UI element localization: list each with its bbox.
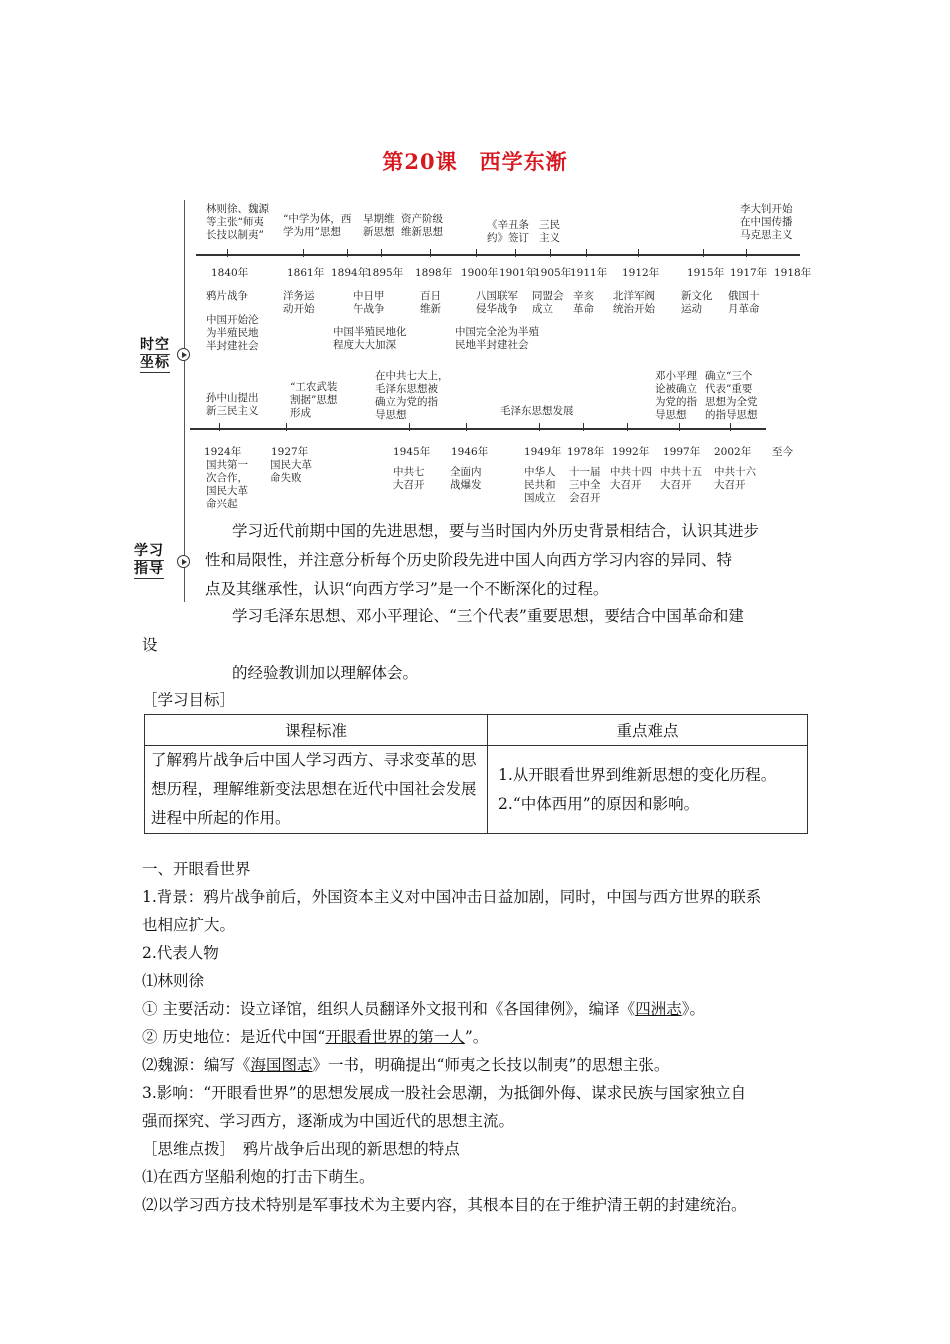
- underlined-term: 海国图志: [250, 1056, 313, 1074]
- timeline2-year: 2002年: [714, 446, 752, 458]
- play-icon: [177, 555, 190, 568]
- timeline2-tick: [539, 423, 540, 431]
- text-span: ”。: [464, 1028, 489, 1046]
- guide-line: 性和局限性，并注意分析每个历史阶段先进中国人向西方学习内容的异同、特: [205, 551, 733, 569]
- timeline2-top-event: 毛泽东思想发展: [500, 405, 574, 417]
- timeline2-top-event: 邓小平理 论被确立 为党的指 导思想: [655, 370, 697, 421]
- timeline2-year: 1946年: [451, 446, 489, 458]
- goals-header-standard: 课程标准: [145, 715, 488, 746]
- timeline1-year: 1917年: [730, 267, 768, 279]
- underlined-term: 四洲志: [635, 1000, 682, 1018]
- content-line: [142, 1023, 822, 1051]
- timeline-label-line1: 时空: [140, 337, 170, 353]
- goals-table: [144, 714, 808, 834]
- timeline1-axis: [196, 254, 800, 256]
- text-span: 》一书，明确提出“师夷之长技以制夷”的思想主张。: [312, 1056, 670, 1074]
- content-line: ⑴在西方坚船利炮的打击下萌生。: [142, 1168, 375, 1186]
- timeline1-year: 1861年: [287, 267, 325, 279]
- timeline1-year: 1894年: [331, 267, 369, 279]
- timeline1-top-event: “中学为体，西 学为用”思想: [283, 213, 352, 238]
- timeline2-tick: [679, 423, 680, 431]
- timeline1-year: 1905年: [534, 267, 572, 279]
- goals-heading: ［学习目标］: [142, 691, 236, 709]
- timeline1-bottom-event: 八国联军 侵华战争: [476, 290, 518, 315]
- timeline1-year: 1918年: [774, 267, 812, 279]
- timeline-section-label: [140, 337, 170, 373]
- underlined-term: 开眼看世界的第一人: [325, 1028, 465, 1046]
- timeline2-top-event: 孙中山提出 新三民主义: [206, 392, 259, 417]
- content-line: ［思维点拨］ 鸦片战争后出现的新思想的特点: [142, 1140, 460, 1158]
- guide-label-line2: 指导: [134, 561, 164, 577]
- timeline2-tick: [627, 423, 628, 431]
- timeline-vertical-line: [184, 200, 185, 602]
- timeline1-bottom-event: 同盟会 成立: [532, 290, 564, 315]
- timeline2-year: 1927年: [271, 446, 309, 458]
- timeline1-tick: [347, 249, 348, 257]
- timeline2-top-event: 确立“三个 代表”重要 思想为全党 的指导思想: [705, 370, 758, 421]
- timeline2-bottom-event: 中共十五 大召开: [660, 466, 702, 491]
- timeline1-year: 1895年: [366, 267, 404, 279]
- timeline2-tick: [730, 423, 731, 431]
- timeline1-bottom-event: 鸦片战争: [206, 290, 248, 302]
- timeline1-bottom-event-2: 中国完全沦为半殖 民地半封建社会: [455, 326, 539, 351]
- timeline1-bottom-event-2: 中国半殖民地化 程度大大加深: [333, 326, 407, 351]
- guide-label-line1: 学习: [134, 543, 164, 559]
- guide-section-label: [134, 543, 164, 579]
- timeline2-bottom-event: 国民大革 命失败: [270, 459, 312, 484]
- page-title: 第20课 西学东渐: [382, 149, 568, 174]
- timeline2-tick: [286, 423, 287, 431]
- content-line: 1.背景：鸦片战争前后，外国资本主义对中国冲击日益加剧，同时，中国与西方世界的联系: [142, 888, 762, 906]
- content-body: [142, 855, 822, 1219]
- timeline-label-line2: 坐标: [140, 355, 170, 371]
- text-span: 》。: [681, 1000, 705, 1018]
- timeline1-tick: [746, 249, 747, 257]
- timeline1-tick: [586, 249, 587, 257]
- timeline2-year: 至今: [772, 446, 793, 458]
- timeline2-top-event: “工农武装 割据”思想 形成: [290, 381, 338, 419]
- timeline1-tick: [703, 249, 704, 257]
- guide-line: 学习近代前期中国的先进思想，要与当时国内外历史背景相结合，认识其进步: [232, 522, 760, 540]
- text-span: ⑵魏源：编写《: [142, 1056, 251, 1074]
- content-line: [142, 995, 822, 1023]
- play-icon: [177, 348, 190, 361]
- timeline1-tick: [227, 249, 228, 257]
- timeline1-tick: [515, 249, 516, 257]
- timeline2-bottom-event: 中共十四 大召开: [610, 466, 652, 491]
- timeline2-tick: [466, 423, 467, 431]
- timeline1-tick: [476, 249, 477, 257]
- timeline1-tick: [638, 249, 639, 257]
- timeline2-bottom-event: 国共第一 次合作， 国民大革 命兴起: [206, 459, 248, 510]
- timeline2-year: 1949年: [524, 446, 562, 458]
- guide-paragraph-2-line3: 的经验教训加以理解体会。: [232, 664, 419, 682]
- content-line: ⑴林则徐: [142, 972, 205, 990]
- timeline2-tick: [219, 423, 220, 431]
- timeline1-year: 1898年: [415, 267, 453, 279]
- content-line: 也相应扩大。: [142, 916, 236, 934]
- timeline2-year: 1924年: [204, 446, 242, 458]
- timeline2-year: 1997年: [663, 446, 701, 458]
- content-line: [142, 1051, 822, 1079]
- timeline1-tick: [430, 249, 431, 257]
- timeline1-year: 1911年: [570, 267, 608, 279]
- guide-paragraph-1: [205, 517, 822, 604]
- timeline2-bottom-event: 全面内 战爆发: [450, 466, 482, 491]
- timeline1-top-event: 《辛丑条 约》签订: [487, 219, 529, 244]
- goals-key-cell: [488, 746, 808, 834]
- timeline1-bottom-event: 百日 维新: [420, 290, 441, 315]
- timeline2-bottom-event: 中华人 民共和 国成立: [524, 466, 556, 504]
- timeline1-bottom-event: 洋务运 动开始: [283, 290, 315, 315]
- content-line: 3.影响：“开眼看世界”的思想发展成一股社会思潮，为抵御外侮、谋求民族与国家独立自: [142, 1084, 747, 1102]
- timeline1-top-event: 三民 主义: [539, 219, 560, 244]
- timeline1-bottom-event-2: 中国开始沦 为半殖民地 半封建社会: [206, 314, 259, 352]
- timeline1-year: 1901年: [499, 267, 537, 279]
- timeline2-bottom-event: 十一届 三中全 会召开: [569, 466, 601, 504]
- guide-paragraph-2-line1: 学习毛泽东思想、邓小平理论、“三个代表”重要思想，要结合中国革命和建: [232, 607, 744, 625]
- content-line: ⑵以学习西方技术特别是军事技术为主要内容，其根本目的在于维护清王朝的封建统治。: [142, 1196, 747, 1214]
- timeline2-year: 1945年: [393, 446, 431, 458]
- timeline1-bottom-event: 北洋军阀 统治开始: [613, 290, 655, 315]
- timeline1-bottom-event: 辛亥 革命: [573, 290, 594, 315]
- timeline2-tick: [583, 423, 584, 431]
- guide-line: 点及其继承性，认识“向西方学习”是一个不断深化的过程。: [205, 580, 609, 598]
- text-span: ① 主要活动：设立译馆，组织人员翻译外文报刊和《各国律例》，编译《: [142, 1000, 636, 1018]
- timeline1-year: 1840年: [211, 267, 249, 279]
- timeline1-tick: [550, 249, 551, 257]
- goals-standard-cell: 了解鸦片战争后中国人学习西方、寻求变革的思想历程，理解维新变法思想在近代中国社会发展进程中所起的作用。: [145, 746, 488, 834]
- timeline1-top-event: 早期维 新思想: [363, 213, 395, 238]
- timeline1-year: 1900年: [461, 267, 499, 279]
- content-line: 2.代表人物: [142, 944, 219, 962]
- timeline2-bottom-event: 中共十六 大召开: [714, 466, 756, 491]
- content-line: 强而探究、学习西方，逐渐成为中国近代的思想主流。: [142, 1112, 515, 1130]
- goals-header-key: 重点难点: [488, 715, 808, 746]
- timeline2-tick: [409, 423, 410, 431]
- timeline1-tick: [381, 249, 382, 257]
- timeline1-year: 1912年: [622, 267, 660, 279]
- guide-paragraph-2-line2: 设: [142, 636, 158, 654]
- section-heading: 一、开眼看世界: [142, 860, 251, 878]
- timeline2-year: 1978年: [567, 446, 605, 458]
- timeline1-top-event: 李大钊开始 在中国传播 马克思主义: [740, 203, 793, 241]
- timeline1-year: 1915年: [687, 267, 725, 279]
- timeline1-bottom-event: 俄国十 月革命: [728, 290, 760, 315]
- timeline2-top-event: 在中共七大上， 毛泽东思想被 确立为党的指 导思想: [375, 370, 449, 421]
- timeline1-top-event: 林则徐、魏源 等主张“师夷 长技以制夷”: [206, 203, 269, 241]
- timeline1-tick: [303, 249, 304, 257]
- timeline2-year: 1992年: [612, 446, 650, 458]
- timeline1-top-event: 资产阶级 维新思想: [401, 213, 443, 238]
- timeline2-bottom-event: 中共七 大召开: [393, 466, 425, 491]
- goals-key-item: 1.从开眼看世界到维新思想的变化历程。: [498, 765, 777, 784]
- timeline1-bottom-event: 中日甲 午战争: [353, 290, 385, 315]
- text-span: ② 历史地位：是近代中国“: [142, 1028, 326, 1046]
- goals-key-item: 2.“中体西用”的原因和影响。: [498, 794, 700, 813]
- timeline1-bottom-event: 新文化 运动: [681, 290, 713, 315]
